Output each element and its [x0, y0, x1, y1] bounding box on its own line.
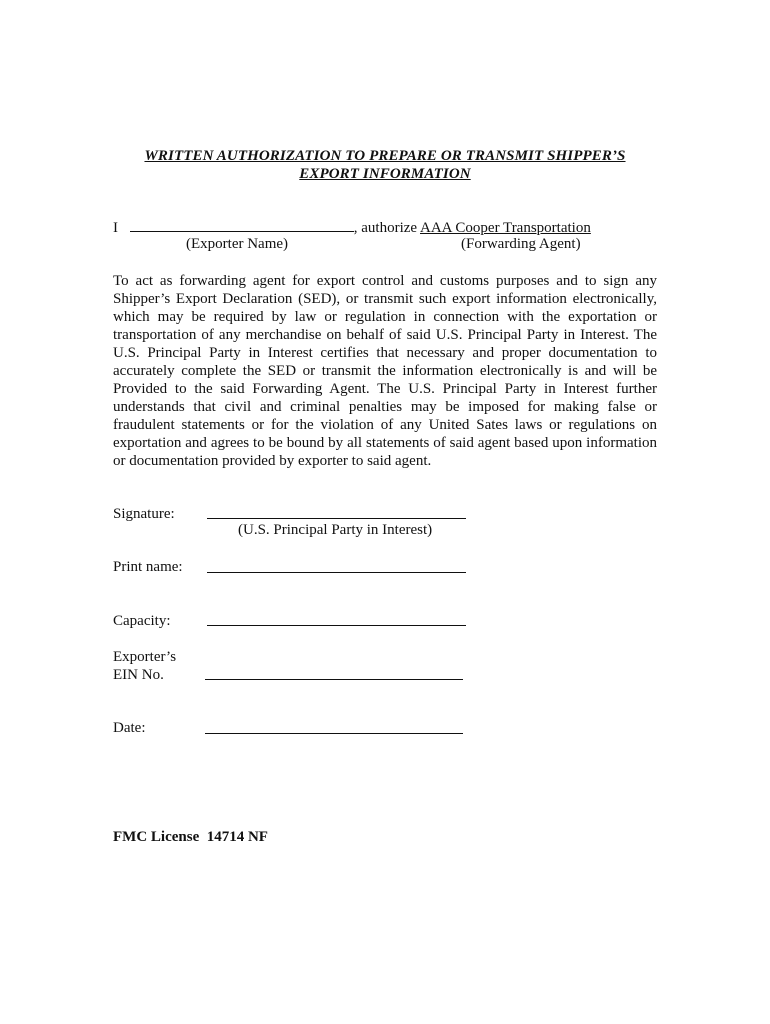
authorization-middle-text: , authorize	[353, 220, 418, 236]
exporter-name-caption: (Exporter Name)	[186, 236, 289, 252]
date-field[interactable]	[205, 733, 463, 734]
signature-field[interactable]	[207, 518, 466, 519]
forwarding-agent-caption: (Forwarding Agent)	[461, 236, 581, 252]
ein-label-line-1: Exporter’s	[113, 649, 177, 665]
print-name-field[interactable]	[207, 572, 466, 573]
authorization-line	[113, 219, 591, 237]
forwarding-agent-name: AAA Cooper Transportation	[420, 220, 591, 236]
ein-field[interactable]	[205, 679, 463, 680]
capacity-label: Capacity:	[113, 613, 171, 629]
document-title-line-1: WRITTEN AUTHORIZATION TO PREPARE OR TRANSMIT SHIPPER’S	[144, 148, 626, 164]
signature-label: Signature:	[113, 506, 175, 522]
authorization-prefix: I	[113, 220, 118, 236]
exporter-name-field[interactable]	[130, 219, 354, 232]
ein-label-line-2: EIN No.	[113, 667, 164, 683]
print-name-label: Print name:	[113, 559, 183, 575]
document-title-line-2: EXPORT INFORMATION	[299, 166, 471, 182]
date-label: Date:	[113, 720, 146, 736]
capacity-field[interactable]	[207, 625, 466, 626]
signature-caption: (U.S. Principal Party in Interest)	[238, 522, 433, 538]
authorization-body-paragraph: To act as forwarding agent for export control and customs purposes and to sign any Shipper’s Export Declaration (SED), or transmit such export information electronically, which may be required by law or regulation in connection with the exportation or transportation of any merchandise on behalf of said U.S. Principal Party in Interest. The U.S. Principal Party in Interest certifies that necessary and proper documentation to accurately complete the SED or transmit the information electronically is and will be Provided to the said Forwarding Agent. The U.S. Principal Party in Interest further understands that civil and criminal penalties may be imposed for making false or fraudulent statements or for the violation of any United Sates laws or regulations on exportation and agrees to be bound by all statements of said agent based upon information or documentation provided by exporter to said agent.	[113, 273, 657, 469]
fmc-license: FMC License 14714 NF	[113, 829, 268, 845]
